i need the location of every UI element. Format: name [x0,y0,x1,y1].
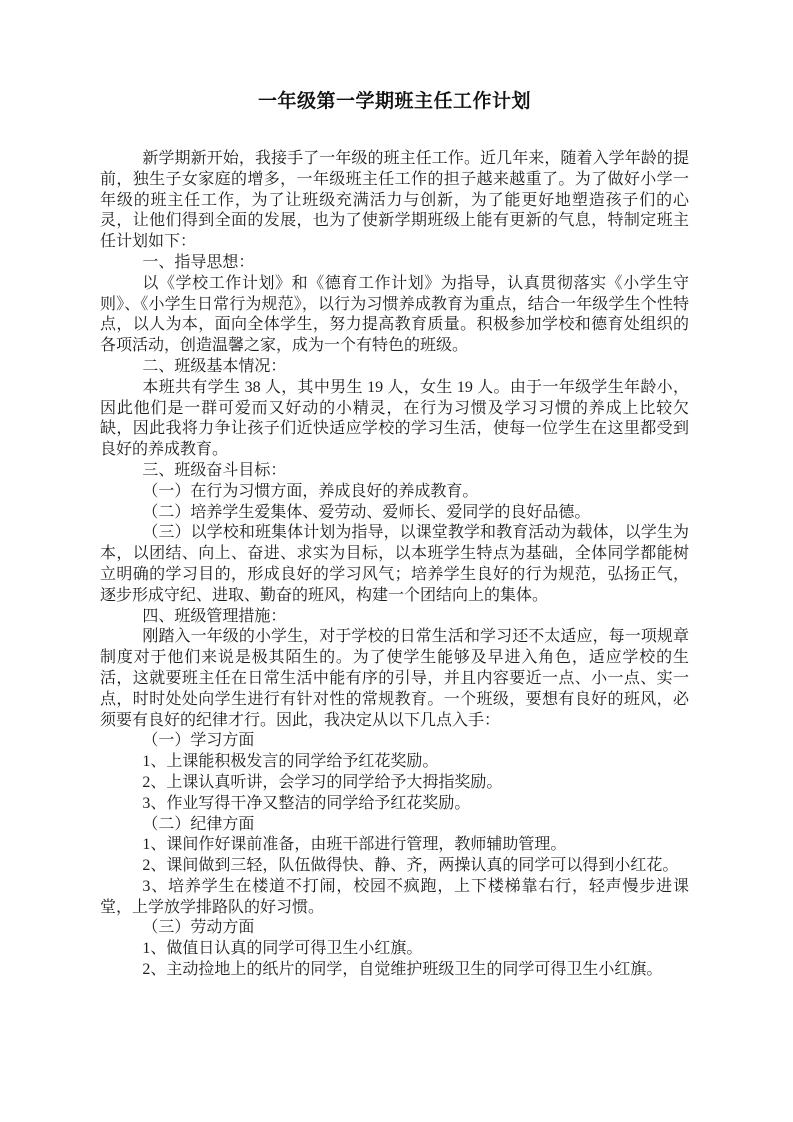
paragraph: 以《学校工作计划》和《德育工作计划》为指导，认真贯彻落实《小学生守则》、《小学生日常行为规范》，以行为习惯养成教育为重点，结合一年级学生个性特点，以人为本，面向全体学生，努力提高教育质量。积极参加学校和德育处组织的各项活动，创造温馨之家，成为一个有特色的班级。 [100,274,689,355]
paragraph: 2、上课认真听讲，会学习的同学给予大拇指奖励。 [142,773,503,791]
paragraph: 2、主动捡地上的纸片的同学，自觉维护班级卫生的同学可得卫生小红旗。 [142,961,663,979]
paragraph: 1、课间作好课前准备，由班干部进行管理，教师辅助管理。 [142,836,567,854]
paragraph: 本班共有学生 38 人，其中男生 19 人，女生 19 人。由于一年级学生年龄小，因此他们是一群可爱而又好动的小精灵，在行为习惯及学习习惯的养成上比较欠缺，因此我将力争让孩子们近快适应学校的学习生活，使每一位学生在这里都受到良好的养成教育。 [100,378,689,459]
paragraph: 3、作业写得干净又整洁的同学给予红花奖励。 [142,794,471,812]
paragraph: （三）以学校和班集体计划为指导，以课堂教学和教育活动为载体，以学生为本，以团结、向上、奋进、求实为目标，以本班学生特点为基础，全体同学都能树立明确的学习目的，形成良好的学习风气；培养学生良好的行为规范，弘扬正气，逐步形成守纪、进取、勤奋的班风，构建一个团结向上的集体。 [100,524,689,604]
paragraph: 1、上课能积极发言的同学给予红花奖励。 [142,753,439,771]
paragraph: （一）学习方面 [142,732,255,750]
paragraph: 刚踏入一年级的小学生，对于学校的日常生活和学习还不太适应，每一项规章制度对于他们来说是极其陌生的。为了使学生能够及早进入角色，适应学校的生活，这就要班主任在日常生活中能有序的引导，并且内容要近一点、小一点、实一点，时时处处向学生进行有针对性的常规教育。一个班级，要想有良好的班风，必须要有良好的纪律才行。因此，我决定从以下几点入手： [100,628,689,729]
paragraph: （一）在行为习惯方面，养成良好的养成教育。 [142,482,479,500]
document-body [100,149,689,981]
paragraph: 新学期新开始，我接手了一年级的班主任工作。近几年来，随着入学年龄的提前，独生子女家庭的增多，一年级班主任工作的担子越来越重了。为了做好小学一年级的班主任工作，为了让班级充满活力与创新，为了能更好地塑造孩子们的心灵，让他们得到全面的发展，也为了使新学期班级上能有更新的气息，特制定班主任计划如下： [100,150,689,251]
paragraph: （二）培养学生爱集体、爱劳动、爱师长、爱同学的良好品德。 [142,503,591,521]
paragraph: 一、指导思想： [142,253,255,271]
paragraph: （三）劳动方面 [142,919,255,937]
document-title: 一年级第一学期班主任工作计划 [257,91,531,112]
paragraph: （二）纪律方面 [142,815,255,833]
paragraph: 三、班级奋斗目标： [142,461,287,479]
paragraph: 四、班级管理措施： [142,607,287,625]
paragraph: 3、培养学生在楼道不打闹，校园不疯跑，上下楼梯靠右行，轻声慢步进课堂，上学放学排路队的好习惯。 [100,877,689,916]
paragraph: 2、课间做到三轻，队伍做得快、静、齐，两操认真的同学可以得到小红花。 [142,857,679,875]
paragraph: 1、做值日认真的同学可得卫生小红旗。 [142,940,423,958]
paragraph: 二、班级基本情况： [142,357,287,375]
